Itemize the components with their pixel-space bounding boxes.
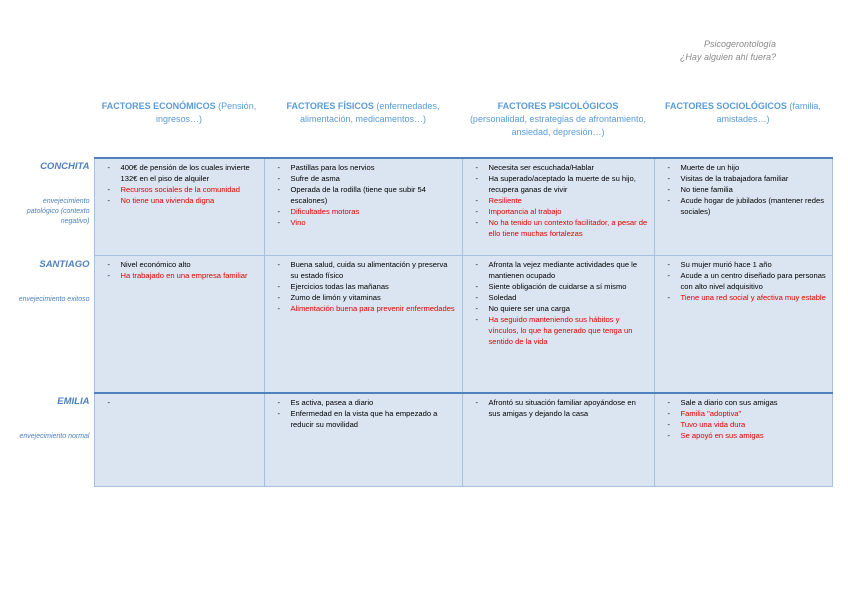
factor-item: - Ejercicios todas las mañanas <box>269 281 458 292</box>
cell-economic <box>94 393 264 487</box>
corner-cell <box>10 98 94 158</box>
cell-psychological <box>462 393 654 487</box>
factor-item: - No quiere ser una carga <box>467 303 650 314</box>
factor-item: - No tiene familia <box>659 184 828 195</box>
factor-item: - Vino <box>269 217 458 228</box>
cell-psychological <box>462 158 654 256</box>
header-name: FACTORES ECONÓMICOS <box>101 101 216 111</box>
cell-sociological <box>654 256 832 394</box>
factor-item: - Sufre de asma <box>269 173 458 184</box>
factor-item: - Alimentación buena para prevenir enfermedades <box>269 303 458 314</box>
factor-item: - Se apoyó en sus amigas <box>659 430 828 441</box>
factor-item: - Sale a diario con sus amigas <box>659 397 828 408</box>
factor-item: - Muerte de un hijo <box>659 162 828 173</box>
factor-item: - Operada de la rodilla (tiene que subir 54 escalones) <box>269 184 458 206</box>
row-label <box>10 158 94 256</box>
aging-type: envejecimiento normal <box>19 433 90 440</box>
aging-type: envejecimiento patológico (contexto negativo) <box>26 198 90 225</box>
header-name: FACTORES PSICOLÓGICOS <box>497 101 619 111</box>
header-name: FACTORES SOCIOLÓGICOS <box>665 101 787 111</box>
factors-table <box>10 98 833 487</box>
course-subtitle: ¿Hay alguien ahí fuera? <box>679 52 776 62</box>
row-emilia <box>10 393 832 487</box>
header-detail: (enfermedades, alimentación, medicamentos…) <box>299 101 440 124</box>
row-santiago <box>10 256 832 394</box>
factor-item: - Afrontó su situación familiar apoyándose en sus amigas y dejando la casa <box>467 397 650 419</box>
factor-item: - Pastillas para los nervios <box>269 162 458 173</box>
factor-item: - Tiene una red social y afectiva muy estable <box>659 292 828 303</box>
factor-item: - Buena salud, cuida su alimentación y preserva su estado físico <box>269 259 458 281</box>
factor-item: - Siente obligación de cuidarse a sí mismo <box>467 281 650 292</box>
factor-item: - Ha superado/aceptado la muerte de su hijo, recupera ganas de vivir <box>467 173 650 195</box>
factor-item: - Ha seguido manteniendo sus hábitos y vínculos, lo que ha generado que tenga un sentido de la vida <box>467 314 650 347</box>
course-heading <box>680 38 776 64</box>
header-detail: (Pensión, ingresos…) <box>155 101 257 124</box>
factor-item: - Zumo de limón y vitaminas <box>269 292 458 303</box>
header-name: FACTORES FÍSICOS <box>286 101 374 111</box>
aging-type: envejecimiento exitoso <box>18 295 90 303</box>
factor-item: - Dificultades motoras <box>269 206 458 217</box>
header-economic <box>94 98 264 158</box>
factor-item: - 400€ de pensión de los cuales invierte 132€ en el piso de alquiler <box>99 162 260 184</box>
cell-psychological <box>462 256 654 394</box>
header-psychological <box>462 98 654 158</box>
factor-item: - Su mujer murió hace 1 año <box>659 259 828 270</box>
person-name: EMILIA <box>57 396 90 407</box>
cell-physical <box>264 256 462 394</box>
factor-item: - Es activa, pasea a diario <box>269 397 458 408</box>
factor-item: - Visitas de la trabajadora familiar <box>659 173 828 184</box>
factor-item: - Enfermedad en la vista que ha empezado a reducir su movilidad <box>269 408 458 430</box>
row-label <box>10 393 94 487</box>
cell-sociological <box>654 393 832 487</box>
row-conchita <box>10 158 832 256</box>
factor-item: - Resiliente <box>467 195 650 206</box>
header-sociological <box>654 98 832 158</box>
factor-item: - Ha trabajado en una empresa familiar <box>99 270 260 281</box>
factor-item: - Necesita ser escuchada/Hablar <box>467 162 650 173</box>
factor-item: - Nivel económico alto <box>99 259 260 270</box>
cell-physical <box>264 393 462 487</box>
factor-item: - Familia "adoptiva" <box>659 408 828 419</box>
factor-item: - Tuvo una vida dura <box>659 419 828 430</box>
cell-physical <box>264 158 462 256</box>
factor-item: - Afronta la vejez mediante actividades que le mantienen ocupado <box>467 259 650 281</box>
factor-item: - Acude a un centro diseñado para personas con alto nivel adquisitivo <box>659 270 828 292</box>
cell-economic <box>94 158 264 256</box>
factor-item: - Recursos sociales de la comunidad <box>99 184 260 195</box>
factor-item: - Soledad <box>467 292 650 303</box>
person-name: SANTIAGO <box>39 258 90 270</box>
factor-item: - No tiene una vivienda digna <box>99 195 260 206</box>
header-detail: (familia, amistades…) <box>716 101 821 124</box>
person-name: CONCHITA <box>40 161 90 172</box>
factor-item: - Importancia al trabajo <box>467 206 650 217</box>
cell-economic <box>94 256 264 394</box>
header-row <box>10 98 832 158</box>
factor-item <box>99 397 260 408</box>
course-title: Psicogerontología <box>703 39 776 49</box>
header-physical <box>264 98 462 158</box>
factor-item: - No ha tenido un contexto facilitador, a pesar de ello tiene muchas fortalezas <box>467 217 650 239</box>
cell-sociological <box>654 158 832 256</box>
header-detail: (personalidad, estrategias de afrontamiento, ansiedad, depresión…) <box>469 114 647 137</box>
factor-item: - Acude hogar de jubilados (mantener redes sociales) <box>659 195 828 217</box>
row-label <box>10 256 94 394</box>
